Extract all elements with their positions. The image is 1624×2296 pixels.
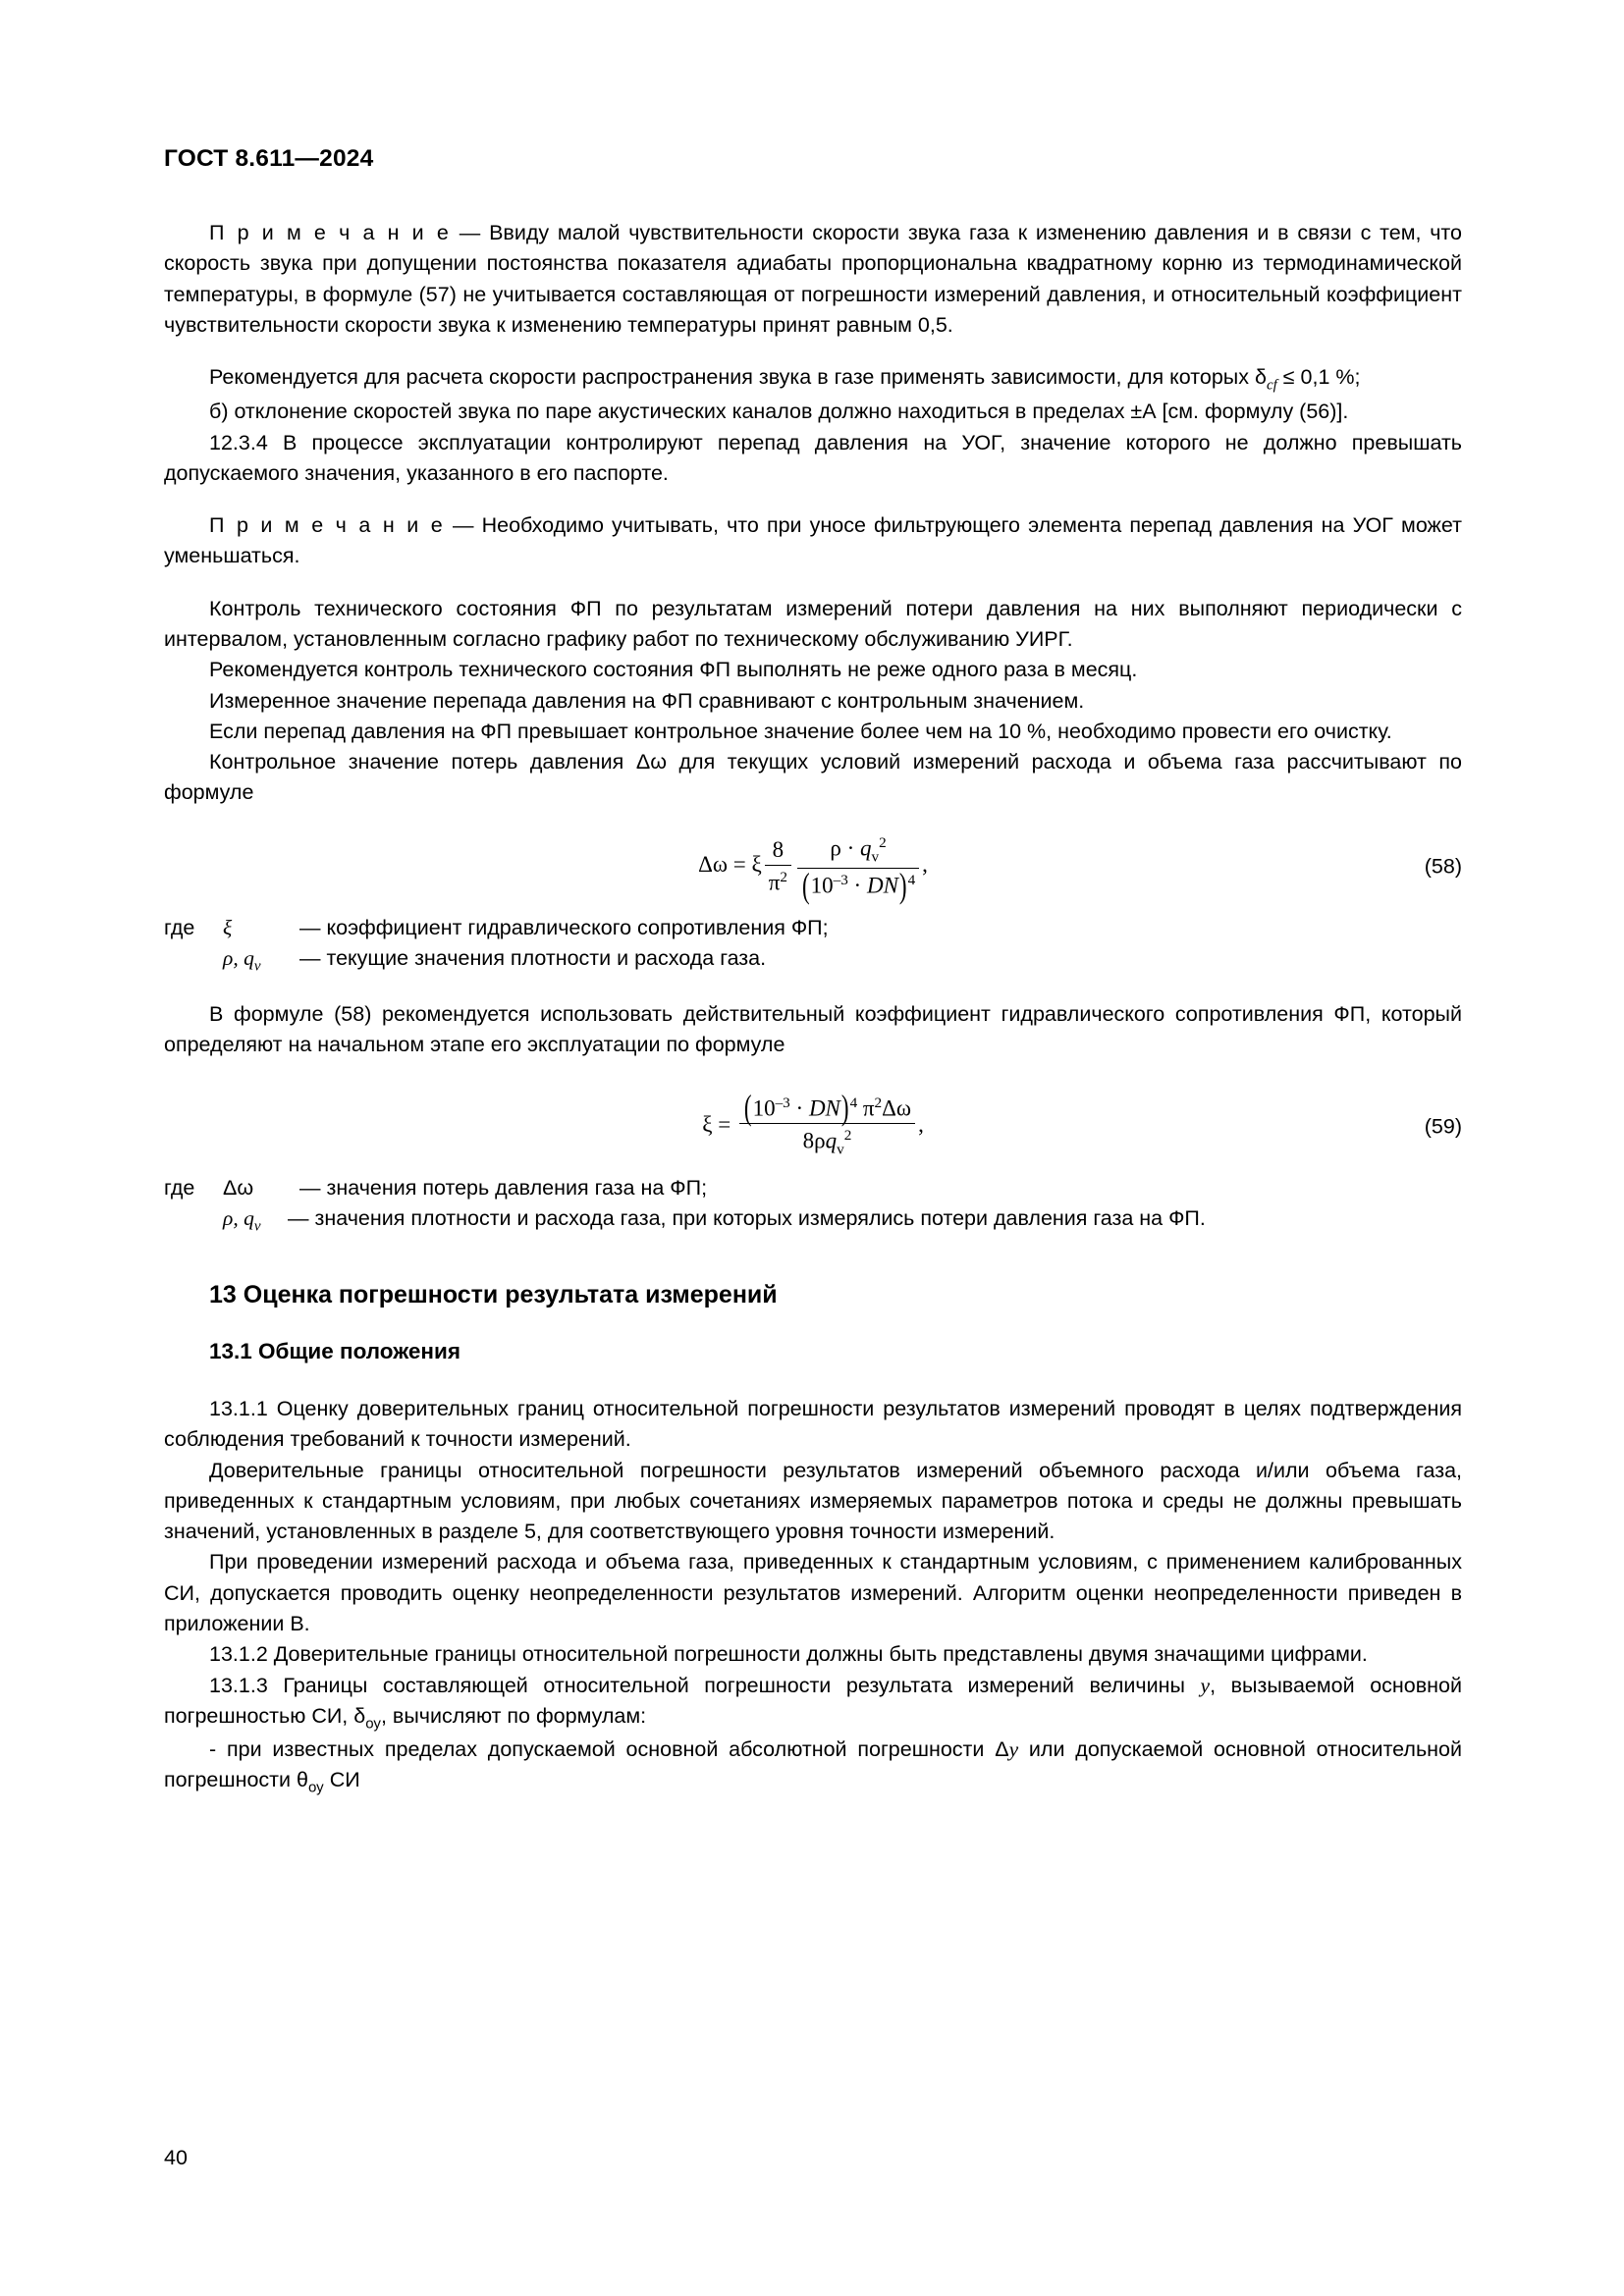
paragraph-13-1-3 (164, 1671, 1462, 1735)
paragraph-13-1-3-dash (164, 1735, 1462, 1798)
paragraph-13-1-1: 13.1.1 Оценку доверительных границ относительной погрешности результатов измерений проводят в целях подтверждения соблюдения требований к точности измерений. (164, 1397, 1462, 1452)
note-paragraph-1 (164, 218, 1462, 341)
note-text-2: — Необходимо учитывать, что при уносе фильтрующего элемента перепад давления на УОГ может уменьшаться. (164, 513, 1463, 568)
formula-58-expression: Δω = ξ $\frac{8}{\pi^2}$ $\frac{\rho \cdot q_v^2}{(10^{-3} \cdot DN)^4}$ , (698, 833, 928, 905)
paragraph-trust-limits: Доверительные границы относительной погрешности результатов измерений объемного расхода и/или объема газа, приведенных к стандартным условиям, при любых сочетаниях измеряемых параметров потока и среды не должны превышать значений, установленных в разделе 5, для соответствующего уровня точности измерений. (164, 1458, 1462, 1544)
where-block-58 (164, 913, 1462, 978)
where-definition-59-2: — значения плотности и расхода газа, при которых измерялись потери давления газа на ФП. (288, 1205, 1206, 1230)
section-title-13: 13 Оценка погрешности результата измерений (209, 1281, 778, 1308)
p1313-part-b: , вызываемой основной погрешностью СИ, δ (164, 1673, 1462, 1728)
standard-header: ГОСТ 8.611—2024 (164, 145, 374, 172)
paragraph-control: Контроль технического состояния ФП по результатам измерений потери давления на них выполняют периодически с интервалом, установленным согласно графику работ по техническому обслуживанию УИРГ. (164, 596, 1462, 651)
p1313-part-a: 13.1.3 Границы составляющей относительной погрешности результата измерений величины (209, 1673, 1201, 1697)
p1313-part-c: , вычисляют по формулам: (380, 1703, 647, 1728)
formula-59-number: (59) (1424, 1114, 1462, 1139)
paragraph-measured: Измеренное значение перепада давления на ФП сравнивают с контрольным значением. (209, 688, 1085, 713)
page-content (164, 218, 1462, 1798)
rec-text-part1: Рекомендуется для расчета скорости распространения звука в газе применять зависимости, для которых δ (209, 365, 1267, 390)
where-label-59: где (164, 1175, 195, 1200)
formula-59 (164, 1089, 1462, 1159)
p1313-variable-y: y (1200, 1673, 1211, 1697)
note-paragraph-2 (164, 510, 1462, 572)
where-symbol-59-1: Δω (223, 1175, 254, 1200)
where-row-58-1 (164, 913, 1462, 943)
paragraph-control-value: Контрольное значение потерь давления Δω для текущих условий измерений расхода и объема газа рассчитывают по формуле (164, 750, 1462, 805)
formula-58 (164, 833, 1462, 905)
note-text: — Ввиду малой чувствительности скорости звука газа к изменению давления и в связи с тем, что скорость звука при допущении постоянства показателя адиабаты пропорциональна квадратному корню из термодинамической температуры, в формуле (57) не учитывается составляющая от погрешности измерений давления, и относительный коэффициент чувствительности скорости звука к изменению температуры принят равным 0,5. (164, 221, 1462, 337)
paragraph-if-exceeds: Если перепад давления на ФП превышает контрольное значение более чем на 10 %, необходимо провести его очистку. (209, 719, 1392, 743)
paragraph-recommendation (164, 362, 1462, 397)
where-definition-58-1: — коэффициент гидравлического сопротивления ФП; (299, 915, 829, 939)
where-label-58: где (164, 915, 195, 939)
where-block-59 (164, 1173, 1462, 1238)
p1313d-part-a: - при известных пределах допускаемой основной абсолютной погрешности Δ (209, 1737, 1009, 1761)
paragraph-13-1-2: 13.1.2 Доверительные границы относительной погрешности должны быть представлены двумя значащими цифрами. (209, 1642, 1368, 1667)
paragraph-formula58-use: В формуле (58) рекомендуется использовать действительный коэффициент гидравлического сопротивления ФП, который определяют на начальном этапе его эксплуатации по формуле (164, 1002, 1462, 1057)
paragraph-rec-month: Рекомендуется контроль технического состояния ФП выполнять не реже одного раза в месяц. (209, 658, 1138, 682)
page-number: 40 (164, 2146, 188, 2169)
p1313d-part-c: СИ (323, 1768, 360, 1792)
p1313-subscript: оу (365, 1715, 381, 1733)
where-row-58-2 (164, 943, 1462, 978)
where-definition-58-2: — текущие значения плотности и расхода газа. (299, 945, 767, 970)
rec-text-part2: ≤ 0,1 %; (1276, 365, 1361, 390)
where-symbol-58-2: ρ, $q_v$ (223, 945, 261, 975)
p1313d-part-b: или допускаемой основной относительной погрешности θ (164, 1737, 1462, 1792)
note-label-2: П р и м е ч а н и е (209, 513, 445, 538)
subsection-title-13-1: 13.1 Общие положения (209, 1339, 460, 1363)
paragraph-calibrated-si: При проведении измерений расхода и объема газа, приведенных к стандартным условиям, с применением калиброванных СИ, допускается проводить оценку неопределенности результатов измерений. Алгоритм оценки неопределенности приведен в приложении В. (164, 1550, 1462, 1635)
formula-59-expression: ξ = $\frac{(10^{-3} \cdot DN)^4 \pi^2\Delta\omega}{8\rho q_v^2}$ , (702, 1089, 924, 1158)
where-symbol-58-1: ξ (223, 915, 233, 939)
where-row-59-1 (164, 1173, 1462, 1203)
where-definition-59-1: — значения потерь давления газа на ФП; (299, 1175, 708, 1200)
p1313d-variable-y: y (1008, 1737, 1019, 1761)
note-label: П р и м е ч а н и е (209, 221, 452, 244)
paragraph-12-3-4: 12.3.4 В процессе эксплуатации контролируют перепад давления на УОГ, значение которого не должно превышать допускаемого значения, указанного в его паспорте. (164, 430, 1462, 485)
paragraph-b: б) отклонение скоростей звука по паре акустических каналов должно находиться в пределах ±А [см. формулу (56)]. (209, 400, 1349, 424)
where-row-59-2 (164, 1203, 1462, 1238)
rec-subscript: сf (1266, 377, 1277, 394)
where-symbol-59-2: ρ, $q_v$ (223, 1205, 261, 1235)
formula-58-number: (58) (1424, 854, 1462, 879)
p1313d-subscript: оу (307, 1779, 324, 1796)
